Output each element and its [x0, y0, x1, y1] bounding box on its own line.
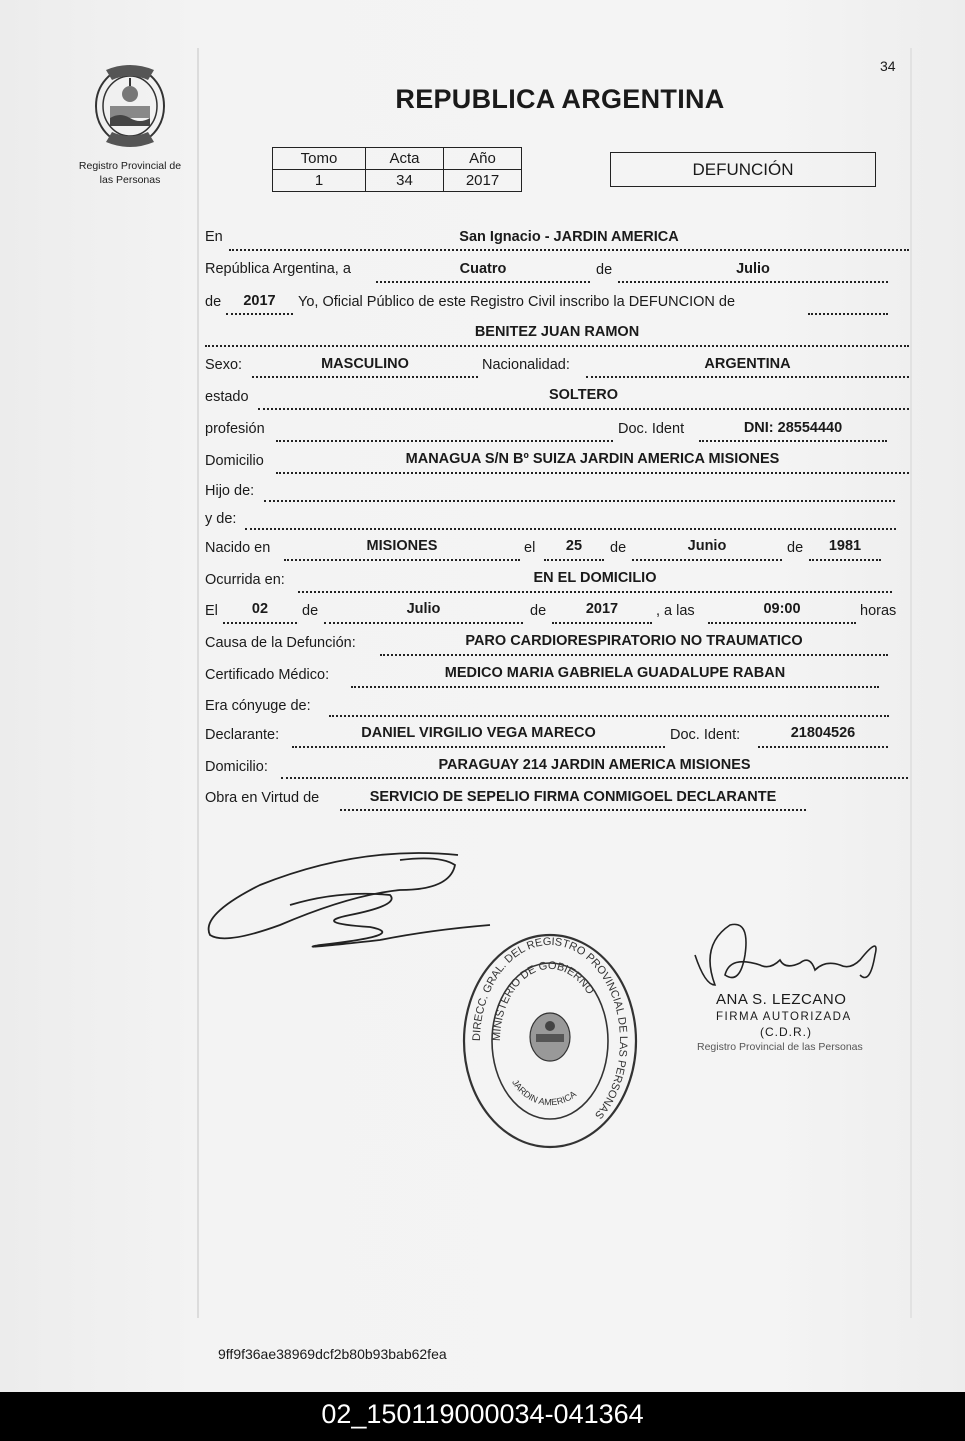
header-anio: Año [444, 148, 522, 170]
dotted-line [205, 345, 909, 347]
dotted-line [252, 376, 478, 378]
dotted-line [699, 440, 887, 442]
field-def-hora: 09:00 [763, 601, 801, 617]
field-nacido-en: MISIONES [366, 538, 438, 554]
logo-caption-line1: Registro Provincial de [78, 160, 182, 172]
logo-caption-line2: las Personas [99, 174, 161, 186]
label-doc-ident: Doc. Ident [618, 421, 685, 437]
dotted-line [552, 622, 652, 624]
dotted-line [376, 281, 590, 283]
field-declarante-domicilio: PARAGUAY 214 JARDIN AMERICA MISIONES [438, 757, 751, 773]
dotted-line [258, 408, 909, 410]
label-domicilio: Domicilio [205, 453, 264, 469]
label-obra: Obra en Virtud de [205, 790, 320, 806]
field-dia-letras: Cuatro [459, 261, 507, 277]
field-def-mes: Julio [406, 601, 441, 617]
dotted-line [284, 559, 520, 561]
label-estado: estado [205, 389, 249, 405]
dotted-line [298, 591, 892, 593]
header-acta: Acta [366, 148, 444, 170]
value-anio: 2017 [444, 170, 522, 192]
field-estado: SOLTERO [548, 387, 618, 403]
field-def-anio: 2017 [585, 601, 619, 617]
field-nacionalidad: ARGENTINA [704, 356, 791, 372]
label-de: de [596, 262, 613, 278]
field-causa: PARO CARDIORESPIRATORIO NO TRAUMATICO [465, 633, 803, 649]
seal-inner-text: MINISTERIO DE GOBIERNO [490, 959, 597, 1042]
label-causa: Causa de la Defunción: [205, 635, 356, 651]
dotted-line [808, 313, 888, 315]
label-ocurrida: Ocurrida en: [205, 572, 285, 588]
dotted-line [329, 715, 889, 717]
label-en: En [205, 229, 223, 245]
dotted-line [758, 746, 888, 748]
footer-code: 02_150119000034-041364 [321, 1399, 644, 1429]
dotted-line [586, 376, 909, 378]
dotted-line [229, 249, 909, 251]
dotted-line [324, 622, 523, 624]
dotted-line [544, 559, 604, 561]
label-nacionalidad: Nacionalidad: [482, 357, 570, 373]
value-acta: 34 [366, 170, 444, 192]
page-number: 34 [880, 58, 896, 74]
signer-code: (C.D.R.) [760, 1025, 812, 1039]
header-tomo: Tomo [273, 148, 366, 170]
label-de: de [302, 603, 319, 619]
dotted-line [340, 809, 806, 811]
registry-header-row [273, 148, 522, 170]
record-type-box: DEFUNCIÓN [610, 152, 876, 187]
label-conyuge: Era cónyuge de: [205, 698, 311, 714]
label-de: de [610, 540, 627, 556]
dotted-line [276, 472, 909, 474]
footer-code-bar [0, 1392, 965, 1441]
registry-table [272, 147, 522, 192]
document-hash: 9ff9f36ae38969dcf2b80b93bab62fea [218, 1346, 447, 1362]
dotted-line [292, 746, 665, 748]
field-declarante-doc: 21804526 [790, 725, 856, 741]
field-mes: Julio [736, 261, 770, 277]
label-de: de [530, 603, 547, 619]
dotted-line [223, 622, 297, 624]
dotted-line [245, 528, 896, 530]
registry-value-row [273, 170, 522, 192]
field-lugar: San Ignacio - JARDIN AMERICA [459, 229, 679, 245]
label-hijo-de: Hijo de: [205, 483, 255, 499]
dotted-line [276, 440, 613, 442]
official-seal-stamp [460, 932, 640, 1150]
field-nombre: BENITEZ JUAN RAMON [474, 324, 640, 340]
field-def-dia: 02 [251, 601, 269, 617]
page-edge [910, 48, 912, 1318]
label-a-las: , a las [656, 603, 695, 619]
label-el-upper: El [205, 603, 218, 619]
province-coat-of-arms-logo [88, 58, 172, 154]
field-certificado: MEDICO MARIA GABRIELA GUADALUPE RABAN [444, 665, 786, 681]
field-declarante: DANIEL VIRGILIO VEGA MARECO [361, 725, 596, 741]
label-profesion: profesión [205, 421, 265, 437]
label-de: de [205, 294, 222, 310]
label-el: el [524, 540, 536, 556]
label-horas: horas [860, 603, 897, 619]
field-doc: DNI: 28554440 [743, 420, 843, 436]
page-fold [197, 48, 199, 1318]
signer-name: ANA S. LEZCANO [716, 991, 847, 1008]
dotted-line [226, 313, 293, 315]
field-nac-dia: 25 [565, 538, 583, 554]
label-domicilio2: Domicilio: [205, 759, 268, 775]
label-declarante: Declarante: [205, 727, 280, 743]
label-nacido-en: Nacido en [205, 540, 271, 556]
dotted-line [281, 777, 908, 779]
label-republica: República Argentina, a [205, 261, 351, 277]
dotted-line [618, 281, 888, 283]
dotted-line [809, 559, 881, 561]
field-nac-mes: Junio [687, 538, 727, 554]
field-obra: SERVICIO DE SEPELIO FIRMA CONMIGOEL DECLARANTE [369, 789, 777, 805]
field-ocurrida-en: EN EL DOMICILIO [533, 570, 657, 586]
dotted-line [708, 622, 856, 624]
declarant-signature [200, 845, 500, 955]
authorized-signature [690, 915, 890, 995]
field-sexo: MASCULINO [321, 356, 409, 372]
dotted-line [380, 654, 888, 656]
label-inscribo: Yo, Oficial Público de este Registro Civil inscribo la DEFUNCION de [298, 294, 736, 310]
value-tomo: 1 [273, 170, 366, 192]
label-doc-ident2: Doc. Ident: [670, 727, 741, 743]
field-anio: 2017 [243, 293, 276, 309]
page-title: REPUBLICA ARGENTINA [395, 84, 725, 114]
signer-role: FIRMA AUTORIZADA [716, 1011, 852, 1023]
label-certificado: Certificado Médico: [205, 667, 330, 683]
dotted-line [264, 500, 895, 502]
field-domicilio: MANAGUA S/N Bº SUIZA JARDIN AMERICA MISIONES [405, 451, 780, 467]
dotted-line [351, 686, 879, 688]
field-nac-anio: 1981 [828, 538, 862, 554]
label-sexo: Sexo: [205, 357, 243, 373]
dotted-line [632, 559, 782, 561]
label-de: de [787, 540, 804, 556]
signer-office: Registro Provincial de las Personas [697, 1041, 863, 1053]
seal-outer-text: DIRECC. GRAL. DEL REGISTRO PROVINCIAL DE LAS PERSONAS [470, 935, 630, 1121]
logo-caption [60, 159, 200, 187]
seal-bottom-text: JARDIN AMERICA [510, 1077, 579, 1108]
label-y-de: y de: [205, 511, 237, 527]
